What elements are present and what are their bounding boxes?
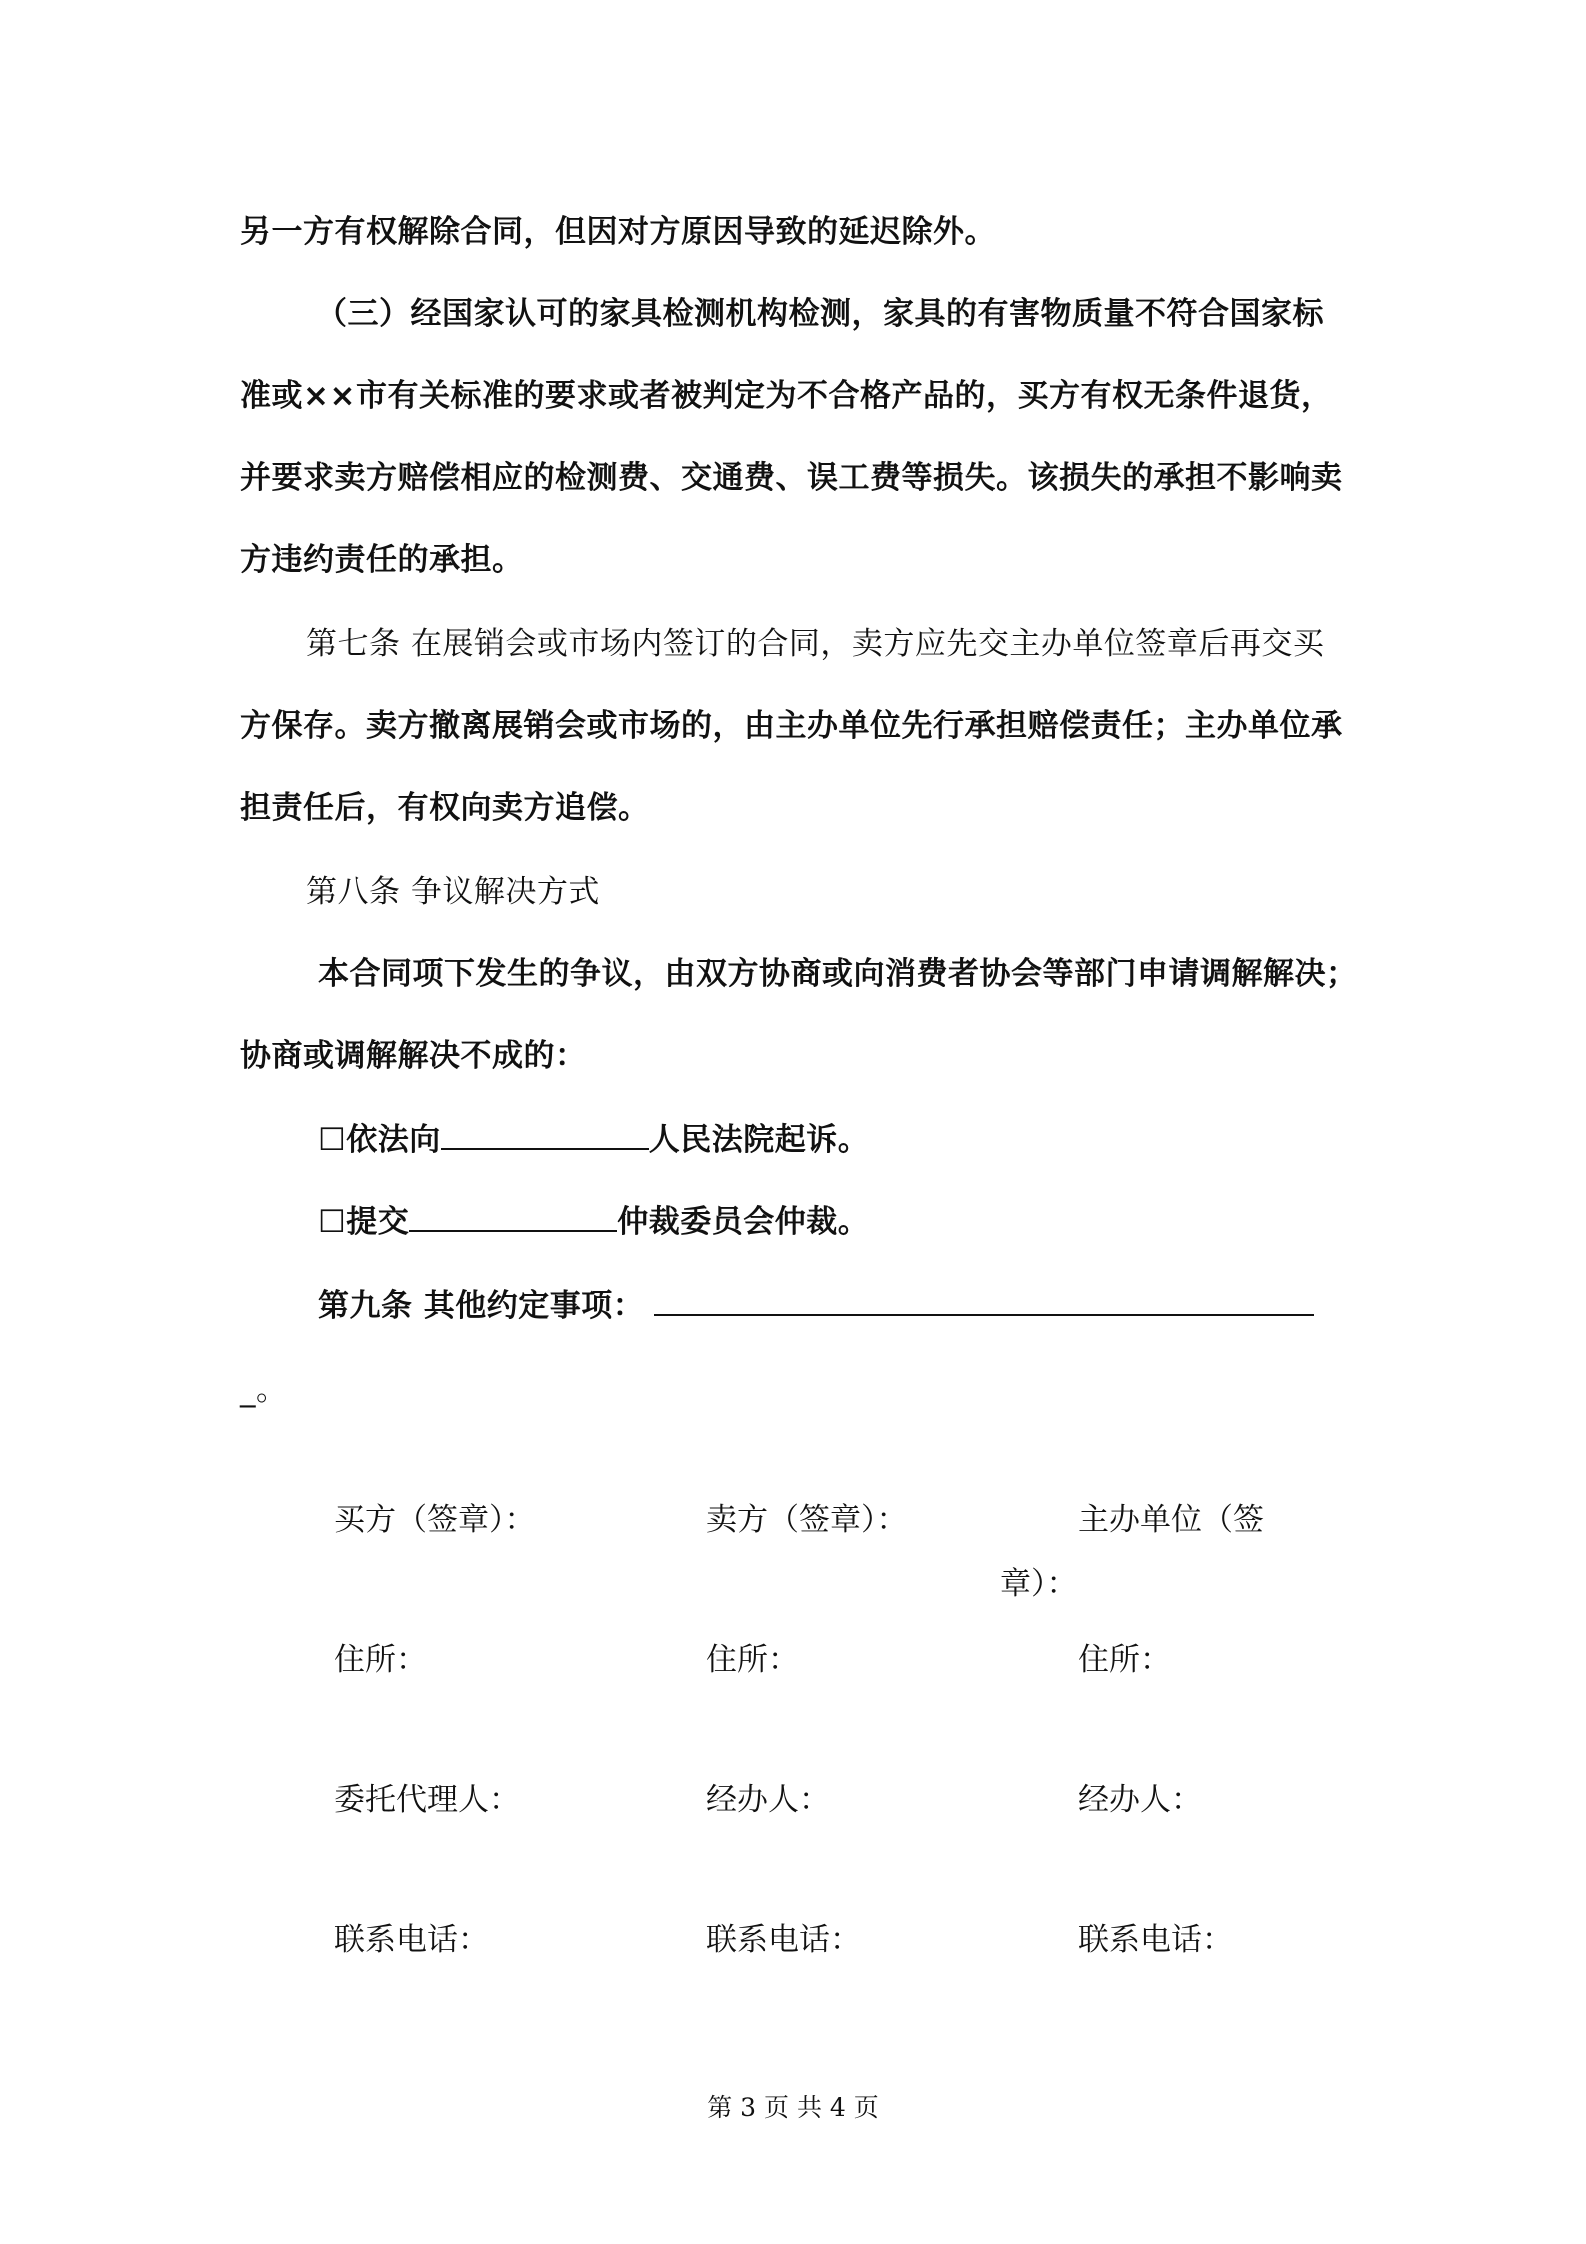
organizer-phone-label: 联系电话： bbox=[1078, 1922, 1233, 1958]
buyer-agent-label: 委托代理人： bbox=[334, 1782, 520, 1818]
article-7-line: 第七条 在展销会或市场内签订的合同，卖方应先交主办单位签章后再交买 bbox=[306, 626, 1325, 662]
page-number-footer: 第 3 页 共 4 页 bbox=[707, 2093, 879, 2122]
article-9-line bbox=[318, 1284, 1314, 1326]
option-arbitration-suffix: 仲裁委员会仲裁。 bbox=[617, 1204, 870, 1240]
option-arbitration bbox=[318, 1200, 869, 1242]
option-court-suffix: 人民法院起诉。 bbox=[648, 1122, 870, 1158]
paragraph-line: （三）经国家认可的家具检测机构检测，家具的有害物质量不符合国家标 bbox=[316, 296, 1324, 332]
buyer-address-label: 住所： bbox=[334, 1642, 427, 1678]
article-8-title: 第八条 争议解决方式 bbox=[306, 874, 600, 910]
option-court bbox=[318, 1118, 869, 1160]
organizer-signature-label-cont: 章）： bbox=[1000, 1566, 1078, 1602]
seller-signature-label: 卖方（签章）： bbox=[706, 1502, 908, 1538]
paragraph-line: 另一方有权解除合同，但因对方原因导致的延迟除外。 bbox=[240, 214, 996, 250]
paragraph-line: 方违约责任的承担。 bbox=[240, 542, 524, 578]
paragraph-line: 并要求卖方赔偿相应的检测费、交通费、误工费等损失。该损失的承担不影响卖 bbox=[240, 460, 1343, 496]
article-8-line: 本合同项下发生的争议，由双方协商或向消费者协会等部门申请调解解决； bbox=[318, 956, 1358, 992]
organizer-address-label: 住所： bbox=[1078, 1642, 1171, 1678]
organizer-handler-label: 经办人： bbox=[1078, 1782, 1202, 1818]
organizer-signature-label: 主办单位（签 bbox=[1078, 1502, 1264, 1538]
arbitration-name-blank[interactable] bbox=[409, 1200, 617, 1232]
court-name-blank[interactable] bbox=[441, 1118, 649, 1150]
seller-address-label: 住所： bbox=[706, 1642, 799, 1678]
other-terms-blank[interactable] bbox=[654, 1284, 1314, 1316]
option-arbitration-prefix: ☐提交 bbox=[318, 1204, 410, 1240]
article-9-end: _。 bbox=[240, 1372, 288, 1408]
seller-handler-label: 经办人： bbox=[706, 1782, 830, 1818]
seller-phone-label: 联系电话： bbox=[706, 1922, 861, 1958]
buyer-phone-label: 联系电话： bbox=[334, 1922, 489, 1958]
option-court-prefix: ☐依法向 bbox=[318, 1122, 441, 1158]
article-8-line: 协商或调解解决不成的： bbox=[240, 1038, 587, 1074]
article-7-line: 担责任后，有权向卖方追偿。 bbox=[240, 790, 650, 826]
article-9-label: 第九条 其他约定事项： bbox=[318, 1288, 645, 1324]
buyer-signature-label: 买方（签章）： bbox=[334, 1502, 536, 1538]
paragraph-line: 准或××市有关标准的要求或者被判定为不合格产品的，买方有权无条件退货， bbox=[240, 378, 1333, 414]
article-7-line: 方保存。卖方撤离展销会或市场的，由主办单位先行承担赔偿责任；主办单位承 bbox=[240, 708, 1343, 744]
